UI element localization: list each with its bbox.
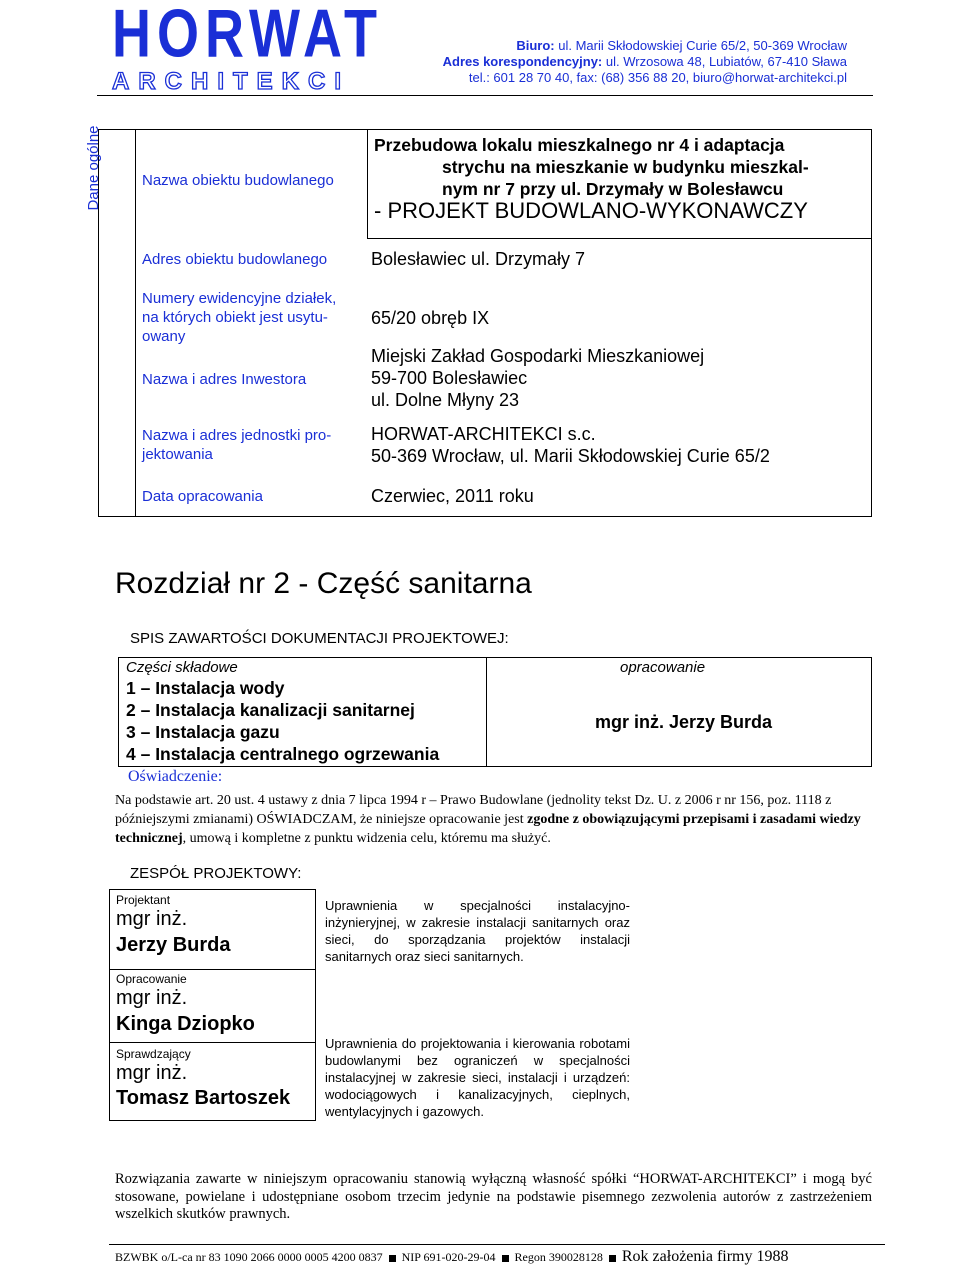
member-title: mgr inż. (116, 1062, 188, 1084)
team-heading: ZESPÓŁ PROJEKTOWY: (130, 865, 302, 882)
project-title: Przebudowa lokalu mieszkalnego nr 4 i adaptacja strychu na mieszkanie w budynku mieszkal- nym nr 7 przy ul. Drzymały w Bolesławcu - PROJEKT BUDOWLANO-WYKONAWCZY (374, 135, 809, 223)
address-value: Bolesławiec ul. Drzymały 7 (371, 249, 586, 269)
author-heading: opracowanie (620, 659, 706, 676)
designer-label: Nazwa i adres jednostki pro- jektowania (142, 427, 332, 463)
team-divider (109, 1042, 316, 1043)
investor-label: Nazwa i adres Inwestora (142, 371, 307, 388)
designer-value: HORWAT-ARCHITEKCI s.c. 50-369 Wrocław, ul. Marii Skłodowskiej Curie 65/2 (371, 424, 770, 466)
list-item: 1 – Instalacja wody (126, 678, 285, 698)
parts-heading: Części składowe (126, 659, 238, 676)
member-name: Jerzy Burda (116, 934, 231, 956)
author-name: mgr inż. Jerzy Burda (595, 712, 773, 732)
list-item: 2 – Instalacja kanalizacji sanitarnej (126, 700, 415, 720)
member-name: Tomasz Bartoszek (116, 1087, 291, 1109)
office-address: Biuro: ul. Marii Skłodowskiej Curie 65/2, 50-369 Wrocław (516, 38, 847, 53)
chapter-title: Rozdział nr 2 - Część sanitarna (115, 567, 532, 600)
table-divider (135, 129, 136, 517)
member-role: Opracowanie (116, 972, 187, 986)
investor-value: Miejski Zakład Gospodarki Mieszkaniowej 59-700 Bolesławiec ul. Dolne Młyny 23 (371, 346, 705, 410)
table-divider (486, 657, 487, 767)
list-item: 3 – Instalacja gazu (126, 722, 280, 742)
company-logo-sub: ARCHITEKCI (112, 68, 350, 95)
declaration-heading: Oświadczenie: (128, 768, 223, 785)
member-name: Kinga Dziopko (116, 1013, 255, 1035)
address-label: Adres obiektu budowlanego (142, 251, 328, 268)
correspondence-address: Adres korespondencyjny: ul. Wrzosowa 48, Lubiatów, 67-410 Sława (442, 54, 847, 69)
table-divider (367, 238, 872, 239)
plots-value: 65/20 obręb IX (371, 308, 490, 328)
toc-heading: SPIS ZAWARTOŚCI DOKUMENTACJI PROJEKTOWEJ: (130, 630, 509, 647)
list-item: 4 – Instalacja centralnego ogrzewania (126, 744, 440, 764)
member-title: mgr inż. (116, 908, 188, 930)
footer-divider (109, 1244, 885, 1245)
declaration-text: Na podstawie art. 20 ust. 4 ustawy z dnia 7 lipca 1994 r – Prawo Budowlane (jednolity tekst Dz. U. z 2006 r nr 156, poz. 1118 z późniejszymi zmianami) OŚWIADCZAM, że niniejsze opracowanie jest zgodne z obowiązującymi przepisami i zasadami wiedzy technicznej, umową i kompletne z punktu widzenia celu, któremu ma służyć. (115, 793, 861, 846)
object-name-label: Nazwa obiektu budowlanego (142, 172, 334, 189)
company-logo-main: HORWAT (112, 0, 383, 72)
copyright-notice: Rozwiązania zawarte w niniejszym opracowaniu stanowią wyłączną własność spółki “HORWAT-ARCHITEKCI” i mogą być stosowane, powielane i udostępniane osobom trzecim jedynie na podstawie pisemnego zezwolenia autorów z zastrzeżeniem wszelkich skutków prawnych. (115, 1171, 872, 1222)
date-value: Czerwiec, 2011 roku (371, 486, 534, 506)
permissions-text: Uprawnienia do projektowania i kierowania robotami budowlanymi bez ograniczeń w specjalności instalacyjnej w zakresie sieci, instalacji i urządzeń: wodociągowych i kanalizacyjnych, cieplnych, wentylacyjnych i gazowych. (325, 1036, 630, 1119)
member-role: Projektant (116, 893, 171, 907)
general-section-label: Dane ogólne (85, 125, 102, 211)
contact-line: tel.: 601 28 70 40, fax: (68) 356 88 20, biuro@horwat-architekci.pl (468, 70, 847, 85)
header-divider (97, 95, 873, 96)
member-role: Sprawdzający (116, 1047, 191, 1061)
company-registration: BZWBK o/L-ca nr 83 1090 2066 0000 0005 4200 0837 NIP 691-020-29-04 Regon 390028128 Rok założenia firmy 1988 (115, 1248, 789, 1265)
team-divider (109, 969, 316, 970)
member-title: mgr inż. (116, 987, 188, 1009)
table-divider (367, 129, 368, 239)
plots-label: Numery ewidencyjne działek, na których obiekt jest usytu- owany (142, 290, 337, 345)
permissions-text: Uprawnienia w specjalności instalacyjno-inżynieryjnej, w zakresie instalacji sanitarnych oraz sieci, do sporządzania projektów instalacji sanitarnych oraz sieci sanitarnych. (325, 898, 630, 964)
date-label: Data opracowania (142, 488, 263, 505)
